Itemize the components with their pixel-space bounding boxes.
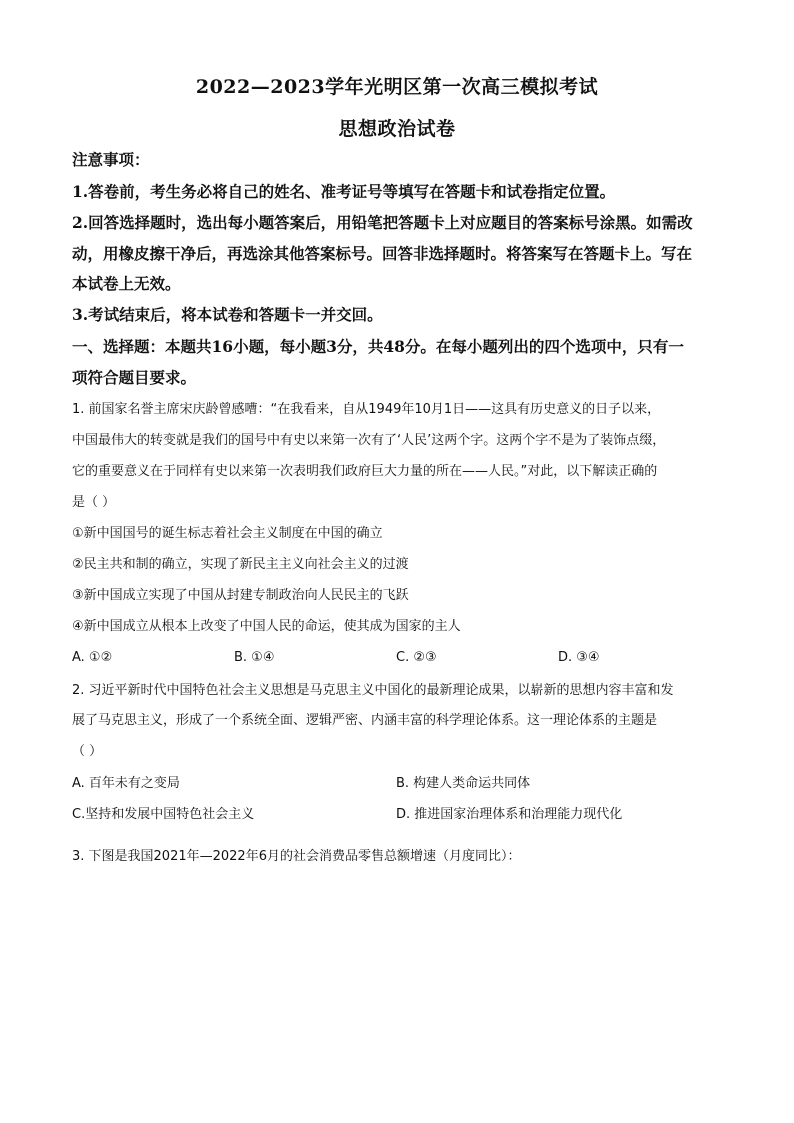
notice-line: 动，用橡皮擦干净后，再选涂其他答案标号。回答非选择题时。将答案写在答题卡上。写在	[72, 244, 693, 263]
q1-statement: ②民主共和制的确立，实现了新民主主义向社会主义的过渡	[72, 557, 409, 572]
q1-option-c[interactable]: C. ②③	[396, 650, 437, 665]
q1-stem-line: 它的重要意义在于同样有史以来第一次表明我们政府巨大力量的所在——人民。”对此，以下解读正确的	[72, 464, 658, 479]
q1-option-d[interactable]: D. ③④	[558, 650, 600, 665]
q2-option-d[interactable]: D. 推进国家治理体系和治理能力现代化	[396, 807, 623, 822]
q1-statement: ③新中国成立实现了中国从封建专制政治向人民民主的飞跃	[72, 588, 409, 603]
q2-option-b[interactable]: B. 构建人类命运共同体	[396, 776, 531, 791]
q1-stem-line: 是（ ）	[72, 495, 116, 510]
section-heading-cont: 项符合题目要求。	[72, 368, 197, 387]
q1-stem-line: 中国最伟大的转变就是我们的国号中有史以来第一次有了‘人民’这两个字。这两个字不是为了装饰点缀，	[72, 433, 666, 448]
q1-statement: ④新中国成立从根本上改变了中国人民的命运，使其成为国家的主人	[72, 619, 461, 634]
q2-option-a[interactable]: A. 百年未有之变局	[72, 776, 180, 791]
q1-stem-line: 1. 前国家名誉主席宋庆龄曾感嘈：“在我看来，自从1949年10月1日——这具有历史意义的日子以来，	[72, 402, 661, 417]
q1-option-a[interactable]: A. ①②	[72, 650, 113, 665]
page-subtitle: 思想政治试卷	[338, 118, 456, 140]
q1-option-b[interactable]: B. ①④	[234, 650, 275, 665]
section-heading: 一、选择题：本题共16小题，每小题3分，共48分。在每小题列出的四个选项中，只有一	[72, 337, 684, 356]
q2-stem-line: 展了马克思主义，形成了一个系统全面、逻辑严密、内涵丰富的科学理论体系。这一理论体系的主题是	[72, 713, 658, 728]
notice-line: 1.答卷前，考生务必将自己的姓名、准考证号等填写在答题卡和试卷指定位置。	[72, 182, 616, 201]
notice-line: 2.回答选择题时，选出每小题答案后，用铅笔把答题卡上对应题目的答案标号涂黑。如需改	[72, 213, 693, 232]
notice-line: 3.考试结束后，将本试卷和答题卡一并交回。	[72, 305, 383, 324]
q2-stem-line: （ ）	[72, 744, 103, 759]
q1-statement: ①新中国国号的诞生标志着社会主义制度在中国的确立	[72, 526, 383, 541]
notice-heading: 注意事项：	[72, 150, 150, 169]
q2-option-c[interactable]: C.坚持和发展中国特色社会主义	[72, 807, 255, 822]
notice-line: 本试卷上无效。	[72, 274, 181, 293]
page-title: 2022—2023学年光明区第一次高三模拟考试	[195, 76, 599, 98]
q2-stem-line: 2. 习近平新时代中国特色社会主义思想是马克思主义中国化的最新理论成果，以崭新的思想内容丰富和发	[72, 683, 674, 698]
q3-stem: 3. 下图是我国2021年—2022年6月的社会消费品零售总额增速（月度同比）：	[72, 849, 521, 864]
